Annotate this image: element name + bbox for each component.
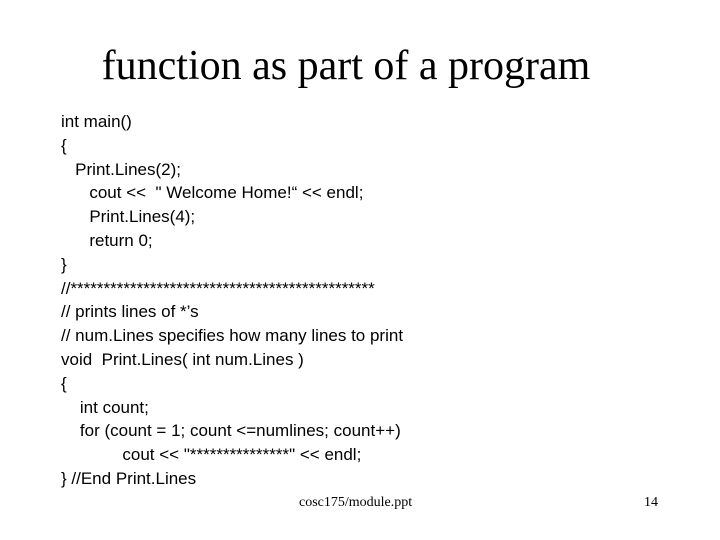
code-line: int main() <box>61 112 132 131</box>
code-line: return 0; <box>61 230 153 250</box>
code-line: } <box>61 254 67 274</box>
code-line: void Print.Lines( int num.Lines ) <box>61 349 304 369</box>
code-line: // prints lines of *’s <box>61 302 199 322</box>
code-line: Print.Lines(4); <box>61 207 196 227</box>
code-line: } //End Print.Lines <box>61 468 197 488</box>
slide-title: function as part of a program <box>101 43 591 89</box>
page-number: 14 <box>644 495 658 510</box>
code-block <box>61 110 403 491</box>
code-line: Print.Lines(2); <box>61 159 181 179</box>
code-line: cout << " Welcome Home!“ << endl; <box>61 183 364 203</box>
code-line: { <box>61 373 67 393</box>
code-line: // num.Lines specifies how many lines to print <box>61 326 404 346</box>
footer-source: cosc175/module.ppt <box>299 495 413 510</box>
code-line: { <box>61 135 67 155</box>
code-line: //********************************************** <box>61 278 375 298</box>
code-line: for (count = 1; count <=numlines; count++) <box>61 421 401 441</box>
code-line: cout << "***************" << endl; <box>61 445 362 465</box>
code-line: int count; <box>61 397 149 417</box>
